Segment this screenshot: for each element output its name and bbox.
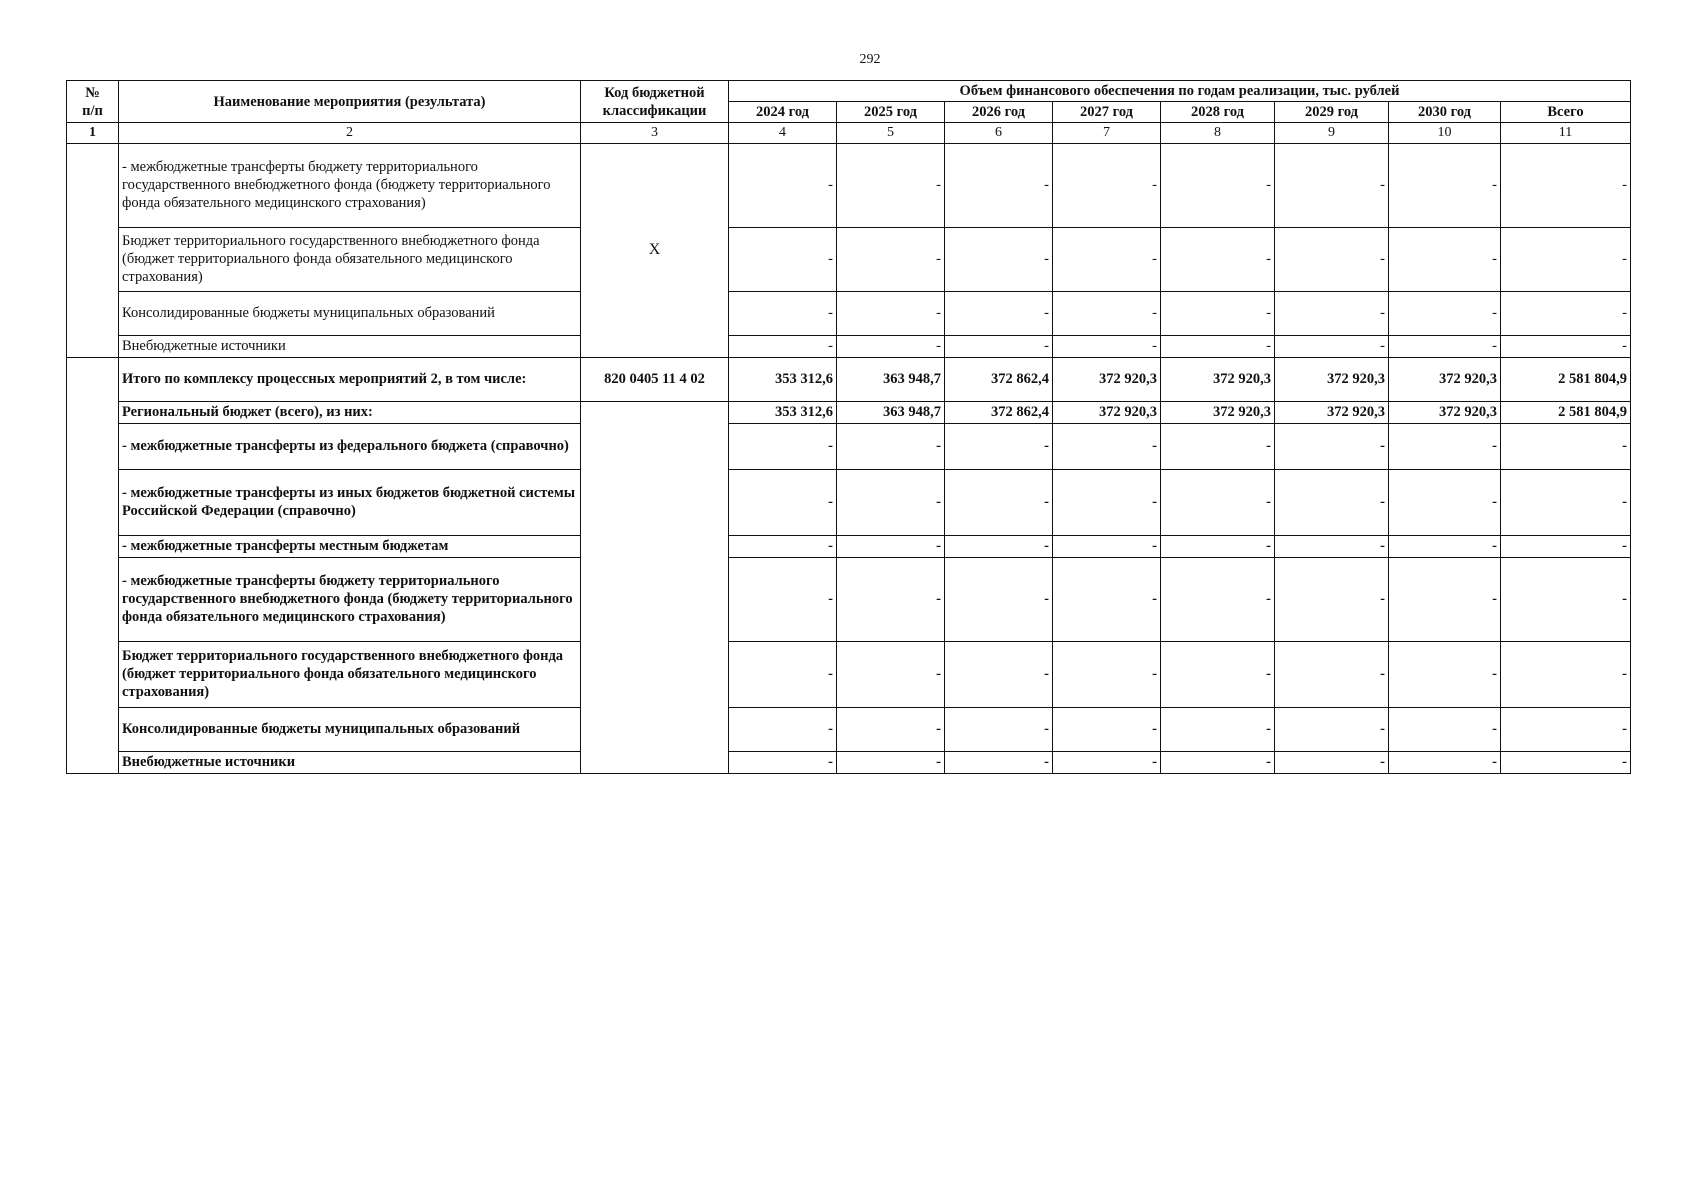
table-row [67, 707, 1631, 751]
row-number-cell [67, 143, 119, 357]
value-cell: - [729, 641, 837, 707]
year-header: 2026 год [945, 102, 1053, 123]
value-cell: - [729, 469, 837, 535]
value-cell: - [1389, 227, 1501, 291]
value-cell: - [1501, 335, 1631, 357]
value-cell: 353 312,6 [729, 357, 837, 401]
value-cell: - [1389, 535, 1501, 557]
value-cell: 372 920,3 [1161, 401, 1275, 423]
value-cell: - [729, 143, 837, 227]
value-cell: - [837, 227, 945, 291]
value-cell: - [1275, 335, 1389, 357]
total-row [67, 357, 1631, 401]
value-cell: - [945, 707, 1053, 751]
column-number: 8 [1161, 123, 1275, 144]
column-number: 5 [837, 123, 945, 144]
value-cell: - [837, 641, 945, 707]
value-cell: - [1275, 143, 1389, 227]
value-cell: - [1389, 423, 1501, 469]
column-number: 2 [119, 123, 581, 144]
value-cell: - [1053, 641, 1161, 707]
budget-code-cell [581, 401, 729, 773]
row-number-cell [67, 357, 119, 773]
value-cell: - [837, 707, 945, 751]
value-cell: 2 581 804,9 [1501, 357, 1631, 401]
row-name: Консолидированные бюджеты муниципальных образований [119, 291, 581, 335]
value-cell: - [729, 707, 837, 751]
value-cell: - [1275, 707, 1389, 751]
row-name: Бюджет территориального государственного внебюджетного фонда (бюджет территориального фонда обязательного медицинского страхования) [119, 227, 581, 291]
value-cell: - [945, 143, 1053, 227]
value-cell: - [945, 335, 1053, 357]
year-header: 2027 год [1053, 102, 1161, 123]
table-row [67, 335, 1631, 357]
value-cell: - [1389, 469, 1501, 535]
value-cell: - [1501, 227, 1631, 291]
value-cell: - [1053, 751, 1161, 773]
value-cell: - [945, 557, 1053, 641]
table-row [67, 401, 1631, 423]
value-cell: - [1161, 227, 1275, 291]
row-name: Региональный бюджет (всего), из них: [119, 401, 581, 423]
value-cell: - [945, 535, 1053, 557]
value-cell: - [1161, 557, 1275, 641]
table-row [67, 227, 1631, 291]
value-cell: - [1161, 423, 1275, 469]
budget-code-cell: X [581, 143, 729, 357]
year-header: 2030 год [1389, 102, 1501, 123]
value-cell: - [729, 291, 837, 335]
value-cell: - [729, 535, 837, 557]
value-cell: - [945, 641, 1053, 707]
value-cell: - [1501, 291, 1631, 335]
value-cell: - [1161, 535, 1275, 557]
table-row [67, 557, 1631, 641]
year-header: 2024 год [729, 102, 837, 123]
value-cell: - [1501, 143, 1631, 227]
value-cell: - [1053, 469, 1161, 535]
row-name: - межбюджетные трансферты бюджету территориального государственного внебюджетного фонда (бюджету территориального фонда обязательного медицинского страхования) [119, 143, 581, 227]
value-cell: - [1275, 227, 1389, 291]
value-cell: 363 948,7 [837, 357, 945, 401]
table-row [67, 641, 1631, 707]
value-cell: - [1389, 707, 1501, 751]
value-cell: - [1161, 641, 1275, 707]
value-cell: - [1275, 291, 1389, 335]
column-number: 3 [581, 123, 729, 144]
value-cell: - [837, 335, 945, 357]
column-number: 4 [729, 123, 837, 144]
value-cell: - [837, 423, 945, 469]
table-row [67, 291, 1631, 335]
page-number: 292 [859, 52, 881, 67]
value-cell: - [1053, 557, 1161, 641]
num-label-bottom: п/п [82, 102, 103, 119]
value-cell: - [1161, 335, 1275, 357]
name-header: Наименование мероприятия (результата) [119, 81, 581, 123]
column-number: 11 [1501, 123, 1631, 144]
value-cell: 372 920,3 [1389, 401, 1501, 423]
value-cell: - [1501, 751, 1631, 773]
value-cell: - [1501, 469, 1631, 535]
row-name: Внебюджетные источники [119, 751, 581, 773]
value-cell: - [837, 143, 945, 227]
value-cell: - [945, 751, 1053, 773]
value-cell: - [1275, 557, 1389, 641]
row-name: - межбюджетные трансферты бюджету территориального государственного внебюджетного фонда (бюджету территориального фонда обязательного медицинского страхования) [119, 557, 581, 641]
value-cell: - [1389, 143, 1501, 227]
value-cell: 372 920,3 [1161, 357, 1275, 401]
table-row [67, 423, 1631, 469]
value-cell: - [1053, 707, 1161, 751]
value-cell: - [837, 469, 945, 535]
value-cell: - [837, 557, 945, 641]
value-cell: - [1053, 535, 1161, 557]
num-header [67, 81, 119, 123]
year-header: 2025 год [837, 102, 945, 123]
table-row [67, 751, 1631, 773]
table-row [67, 535, 1631, 557]
value-cell: - [729, 557, 837, 641]
value-cell: - [945, 469, 1053, 535]
value-cell: - [1501, 707, 1631, 751]
value-cell: 372 920,3 [1275, 357, 1389, 401]
row-name: Бюджет территориального государственного внебюджетного фонда (бюджет территориального фонда обязательного медицинского страхования) [119, 641, 581, 707]
value-cell: 363 948,7 [837, 401, 945, 423]
value-cell: - [1161, 751, 1275, 773]
row-name: - межбюджетные трансферты местным бюджетам [119, 535, 581, 557]
value-cell: - [1161, 707, 1275, 751]
value-cell: - [1053, 423, 1161, 469]
value-cell: - [1053, 335, 1161, 357]
value-cell: - [1501, 557, 1631, 641]
header-row-1 [67, 81, 1631, 102]
column-number-row [67, 123, 1631, 144]
value-cell: - [1275, 751, 1389, 773]
value-cell: - [837, 535, 945, 557]
value-cell: - [1275, 535, 1389, 557]
value-cell: - [1389, 291, 1501, 335]
volume-header: Объем финансового обеспечения по годам реализации, тыс. рублей [729, 81, 1631, 102]
budget-code-cell: 820 0405 11 4 02 [581, 357, 729, 401]
value-cell: - [1389, 641, 1501, 707]
value-cell: - [729, 423, 837, 469]
column-number: 6 [945, 123, 1053, 144]
num-label-top: № [85, 84, 100, 101]
column-number: 9 [1275, 123, 1389, 144]
value-cell: 372 862,4 [945, 357, 1053, 401]
value-cell: - [1501, 423, 1631, 469]
column-number: 1 [67, 123, 119, 144]
value-cell: - [1389, 557, 1501, 641]
value-cell: - [1161, 143, 1275, 227]
table-row [67, 143, 1631, 227]
year-header: 2028 год [1161, 102, 1275, 123]
value-cell: - [1501, 641, 1631, 707]
value-cell: - [1161, 469, 1275, 535]
table-row [67, 469, 1631, 535]
column-number: 7 [1053, 123, 1161, 144]
value-cell: - [1275, 469, 1389, 535]
value-cell: 372 862,4 [945, 401, 1053, 423]
value-cell: 372 920,3 [1053, 357, 1161, 401]
value-cell: - [1275, 423, 1389, 469]
row-name: Внебюджетные источники [119, 335, 581, 357]
row-name: - межбюджетные трансферты из федерального бюджета (справочно) [119, 423, 581, 469]
value-cell: - [1053, 143, 1161, 227]
value-cell: - [729, 227, 837, 291]
row-name: Итого по комплексу процессных мероприятий 2, в том числе: [119, 357, 581, 401]
value-cell: - [1053, 227, 1161, 291]
value-cell: 2 581 804,9 [1501, 401, 1631, 423]
value-cell: - [1501, 535, 1631, 557]
value-cell: - [945, 291, 1053, 335]
value-cell: - [1161, 291, 1275, 335]
row-name: Консолидированные бюджеты муниципальных образований [119, 707, 581, 751]
value-cell: - [1275, 641, 1389, 707]
budget-table [66, 80, 1631, 774]
value-cell: 353 312,6 [729, 401, 837, 423]
value-cell: 372 920,3 [1275, 401, 1389, 423]
value-cell: - [837, 751, 945, 773]
value-cell: - [1389, 751, 1501, 773]
value-cell: 372 920,3 [1389, 357, 1501, 401]
value-cell: 372 920,3 [1053, 401, 1161, 423]
value-cell: - [1389, 335, 1501, 357]
column-number: 10 [1389, 123, 1501, 144]
value-cell: - [1053, 291, 1161, 335]
row-name: - межбюджетные трансферты из иных бюджетов бюджетной системы Российской Федерации (справочно) [119, 469, 581, 535]
code-header: Код бюджетной классификации [581, 81, 729, 123]
value-cell: - [945, 423, 1053, 469]
value-cell: - [837, 291, 945, 335]
value-cell: - [729, 335, 837, 357]
total-header: Всего [1501, 102, 1631, 123]
year-header: 2029 год [1275, 102, 1389, 123]
value-cell: - [945, 227, 1053, 291]
value-cell: - [729, 751, 837, 773]
